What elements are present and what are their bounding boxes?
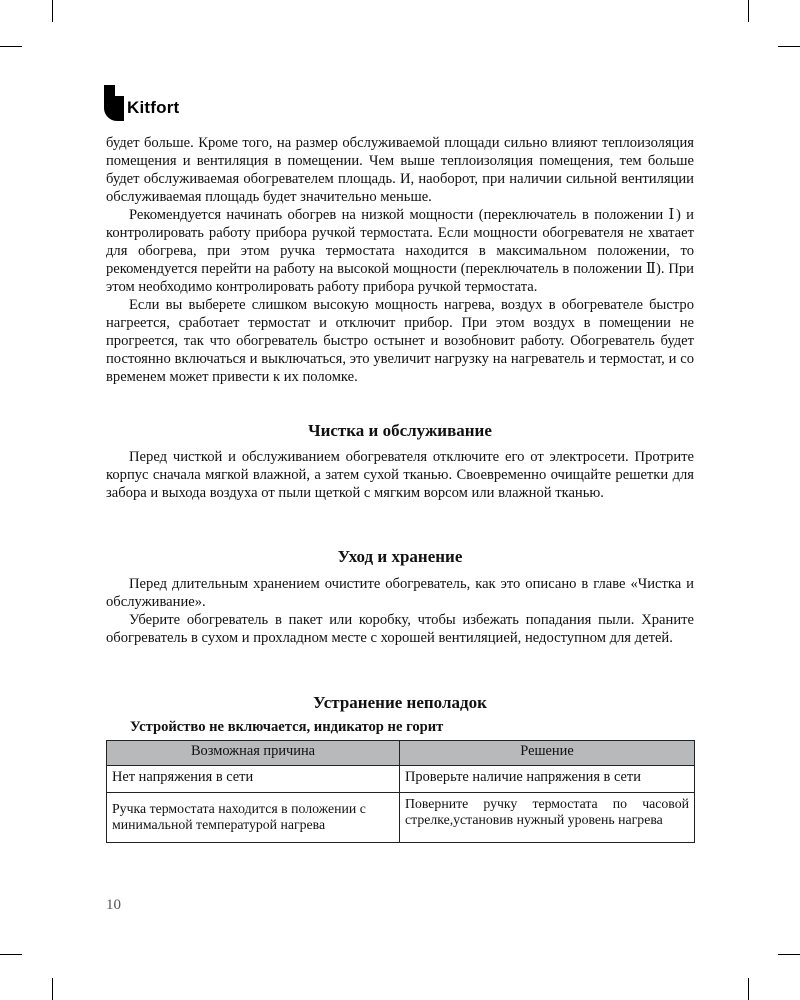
brand-logo: [104, 83, 179, 123]
intro-text: [106, 134, 694, 386]
crop-mark: [52, 978, 53, 1000]
page-number: 10: [106, 897, 121, 913]
column-header-solution: Решение: [400, 741, 695, 766]
paragraph: Перед длительным хранением очистите обогреватель, как это описано в главе «Чистка и обслуживание».: [106, 576, 694, 610]
solution-text: Поверните ручку термостата по часовой стрелке,установив нужный уровень нагрева: [405, 796, 689, 827]
paragraph: Перед чисткой и обслуживанием обогревателя отключите его от электросети. Протрите корпус сначала мягкой влажной, а затем сухой тканью. Своевременно очищайте решетки для забора и выхода воздуха от пыли щеткой с мягким ворсом или влажной тканью.: [106, 449, 694, 501]
solution-cell: Проверьте наличие напряжения в сети: [400, 766, 695, 793]
paragraph: будет больше. Кроме того, на размер обслуживаемой площади сильно влияют теплоизоляция помещения и вентиляция в помещении. Чем выше теплоизоляция помещения, тем больше будет обслуживаемая обогревателем площадь. И, наоборот, при наличии сильной вентиляции обслуживаемая площадь будет значительно меньше.: [106, 135, 694, 205]
crop-mark: [778, 46, 800, 47]
troubleshooting-table: [106, 740, 695, 843]
section-cleaning-text: [106, 448, 694, 502]
solution-cell: [400, 793, 695, 843]
crop-mark: [748, 978, 749, 1000]
section-storage-text: [106, 575, 694, 647]
table-row: [107, 766, 695, 793]
table-row: [107, 793, 695, 843]
section-title-storage: Уход и хранение: [337, 547, 463, 566]
crop-mark: [52, 0, 53, 22]
cause-cell: Нет напряжения в сети: [107, 766, 400, 793]
paragraph: Если вы выберете слишком высокую мощность нагрева, воздух в обогревателе быстро нагреется, сработает термостат и отключит прибор. При этом воздух в помещении не прогреется, так что обогреватель быстро остынет и возобновит работу. Обогреватель будет постоянно включаться и выключаться, это увеличит нагрузку на нагреватель и термостат, и со временем может привести к их поломке.: [106, 297, 694, 385]
problem-title: Устройство не включается, индикатор не горит: [130, 719, 444, 735]
kitfort-logo-icon: [104, 85, 124, 121]
paragraph: Уберите обогреватель в пакет или коробку, чтобы избежать попадания пыли. Храните обогреватель в сухом и прохладном месте с хорошей вентиляцией, недоступном для детей.: [106, 612, 694, 646]
crop-mark: [0, 46, 22, 47]
brand-name: Kitfort: [127, 97, 180, 117]
crop-mark: [0, 954, 22, 955]
section-title-cleaning: Чистка и обслуживание: [308, 421, 492, 440]
crop-mark: [748, 0, 749, 22]
crop-mark: [778, 954, 800, 955]
column-header-cause: Возможная причина: [107, 741, 400, 766]
section-title-troubleshooting: Устранение неполадок: [313, 693, 487, 712]
table-header-row: [107, 741, 695, 766]
paragraph: Рекомендуется начинать обогрев на низкой мощности (переключатель в положении Ⅰ) и контролировать работу прибора ручкой термостата. Если мощности обогревателя не хватает для обогрева, при этом ручка термостата находится в максимальном положении, то рекомендуется перейти на работу на высокой мощности (переключатель в положении Ⅱ). При этом необходимо контролировать работу прибора ручкой термостата.: [106, 207, 694, 295]
cause-cell: Ручка термостата находится в положении с минимальной температурой нагрева: [107, 793, 400, 843]
